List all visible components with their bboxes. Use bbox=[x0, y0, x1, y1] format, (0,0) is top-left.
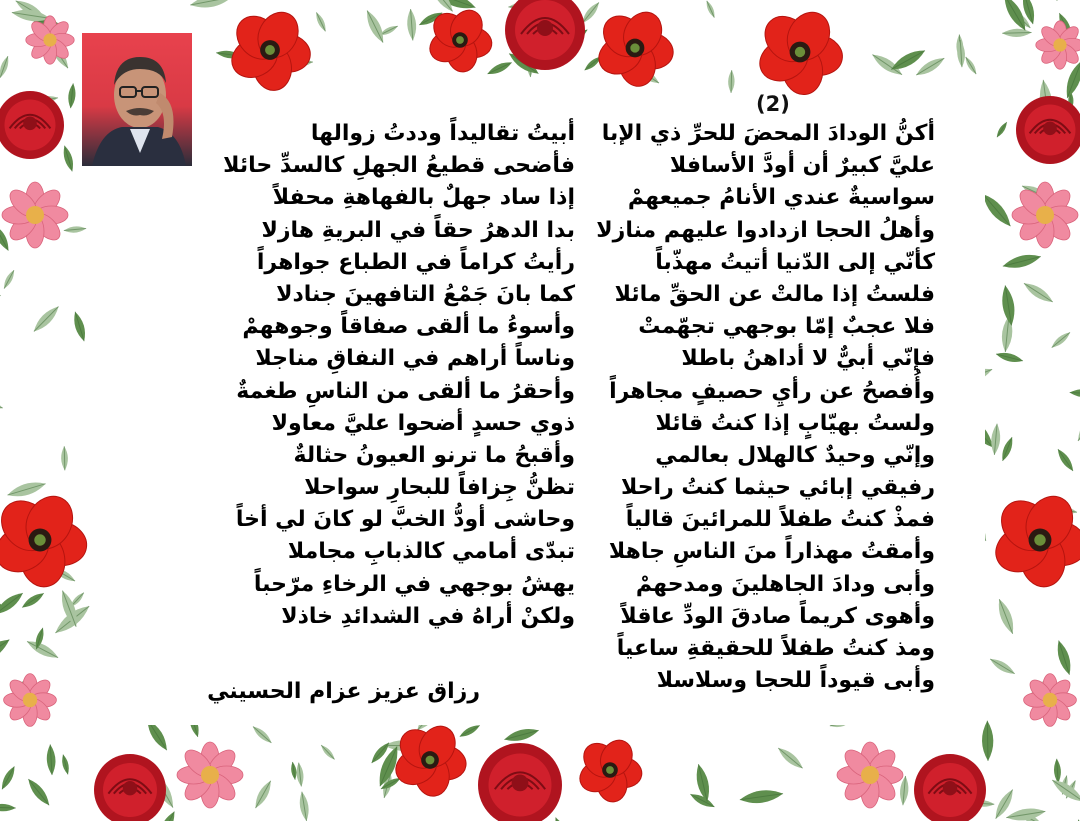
pink-flower-icon bbox=[177, 742, 243, 808]
poem-line: ولكنْ أراهُ في الشدائدِ خاذلا bbox=[281, 603, 575, 629]
leaf-icon bbox=[982, 720, 994, 761]
leaf-icon bbox=[319, 743, 336, 761]
leaf-icon bbox=[995, 121, 1009, 139]
page-number: (2) bbox=[756, 92, 790, 116]
leaf-icon bbox=[2, 269, 17, 290]
leaf-icon bbox=[1001, 251, 1042, 271]
leaf-icon bbox=[728, 70, 735, 93]
leaf-icon bbox=[0, 803, 16, 811]
leaf-icon bbox=[314, 11, 328, 33]
leaf-icon bbox=[0, 635, 13, 669]
leaf-icon bbox=[67, 83, 77, 109]
poem-line: رفيقي إبائي حيثما كنتُ راحلا bbox=[620, 475, 935, 501]
leaf-icon bbox=[1053, 759, 1061, 784]
leaf-icon bbox=[363, 8, 388, 45]
poem-line: فمذْ كنتُ طفلاً للمرائينَ قالياً bbox=[625, 507, 935, 533]
poem-line: فأضحى قطيعُ الجهلِ كالسدِّ حائلا bbox=[223, 153, 575, 179]
leaf-icon bbox=[252, 779, 275, 811]
poem-line: وأهوى كريماً صادقَ الودِّ عاقلاً bbox=[620, 603, 935, 629]
leaf-icon bbox=[71, 310, 88, 342]
poem-line: أبيتُ تقاليداً وددتُ زوالها bbox=[310, 121, 575, 146]
poem-line: وأسوءُ ما ألقى صفاقاً وجوههمْ bbox=[242, 314, 575, 340]
leaf-icon bbox=[25, 637, 61, 662]
leaf-icon bbox=[503, 726, 540, 745]
leaf-icon bbox=[60, 754, 70, 775]
pink-flower-icon bbox=[4, 674, 57, 727]
leaf-icon bbox=[189, 0, 233, 11]
poem-line: كأنّي إلى الدّنيا أتيتُ مهذّباً bbox=[655, 249, 935, 275]
leaf-icon bbox=[1021, 279, 1055, 306]
leaf-icon bbox=[298, 791, 311, 821]
leaf-icon bbox=[704, 0, 716, 19]
leaf-icon bbox=[1050, 330, 1073, 350]
leaf-icon bbox=[963, 55, 978, 75]
leaf-icon bbox=[20, 590, 46, 610]
poem-line: سواسيةٌ عندي الأنامُ جميعهمْ bbox=[627, 185, 935, 211]
poem-right-column bbox=[596, 118, 935, 697]
leaf-icon bbox=[995, 350, 1024, 364]
leaf-icon bbox=[0, 589, 26, 618]
leaf-icon bbox=[46, 744, 56, 775]
poem-line: أكنُّ الودادَ المحضَ للحرِّ ذي الإبا bbox=[601, 121, 935, 146]
poem-line: وأبى ودادَ الجاهلينَ ومدحهمْ bbox=[635, 571, 935, 597]
pink-flower-icon bbox=[1024, 674, 1077, 727]
poem-line: وأقبحُ ما ترنو العيونُ حثالةٌ bbox=[293, 442, 575, 468]
rose-flower-icon bbox=[94, 754, 166, 821]
leaf-icon bbox=[6, 478, 47, 500]
leaf-icon bbox=[1042, 0, 1060, 2]
pink-flower-icon bbox=[1012, 182, 1078, 248]
poem-line: وناساً أراهم في النفاقِ مناجلا bbox=[255, 346, 575, 372]
poppy-flower-icon bbox=[225, 5, 313, 93]
rose-flower-icon bbox=[478, 743, 562, 821]
leaf-icon bbox=[0, 765, 18, 792]
leaf-icon bbox=[1054, 639, 1074, 676]
author-portrait bbox=[82, 33, 192, 166]
pink-flower-icon bbox=[1036, 21, 1080, 69]
leaf-icon bbox=[1005, 806, 1046, 821]
poem-line: وأهلُ الحجا ازدادوا عليهم منازلا bbox=[596, 217, 935, 243]
poppy-flower-icon bbox=[575, 735, 645, 804]
pink-flower-icon bbox=[26, 16, 74, 64]
poem-line: وأحقرُ ما ألقى من الناسِ طغمةٌ bbox=[236, 378, 575, 404]
leaf-icon bbox=[61, 446, 68, 470]
leaf-icon bbox=[0, 55, 11, 79]
rose-flower-icon bbox=[914, 754, 986, 821]
leaf-icon bbox=[0, 223, 12, 253]
leaf-icon bbox=[775, 745, 805, 772]
poppy-flower-icon bbox=[988, 488, 1080, 590]
poem-line: رأيتُ كراماً في الطباع جواهراً bbox=[256, 249, 575, 275]
leaf-icon bbox=[251, 724, 274, 745]
poem-line: إذا ساد جهلٌ بالفهاهةِ محفلاً bbox=[272, 185, 575, 211]
leaf-icon bbox=[458, 723, 481, 740]
leaf-icon bbox=[486, 59, 513, 77]
pink-flower-icon bbox=[2, 182, 68, 248]
poem-line: وحاشى أودُّ الخبَّ لو كانَ لي أخاً bbox=[235, 507, 575, 533]
poem-line: ولستُ بهيّابٍ إذا كنتُ قائلا bbox=[655, 410, 935, 436]
poem-line: ومذ كنتُ طفلاً للحقيقةِ ساعياً bbox=[616, 636, 935, 661]
leaf-icon bbox=[552, 816, 571, 821]
poppy-flower-icon bbox=[0, 488, 90, 590]
poem-line: فلستُ إذا مالتْ عن الحقِّ مائلا bbox=[614, 281, 935, 307]
leaf-icon bbox=[1073, 405, 1080, 444]
leaf-icon bbox=[0, 395, 4, 412]
poem-line: فإنّي أبيٌّ لا أداهنُ باطلا bbox=[681, 346, 935, 372]
pink-flower-icon bbox=[837, 742, 903, 808]
poem-left-column bbox=[218, 118, 575, 633]
portrait-figure-icon bbox=[82, 33, 192, 166]
poem-line: تظنُّ جِزافاً للبحارِ سواحلا bbox=[304, 475, 575, 501]
poppy-flower-icon bbox=[753, 5, 846, 97]
leaf-icon bbox=[0, 291, 2, 312]
leaf-icon bbox=[64, 225, 87, 233]
rose-flower-icon bbox=[0, 91, 64, 159]
leaf-icon bbox=[1069, 388, 1080, 398]
leaf-icon bbox=[1002, 28, 1032, 37]
poem-line: تبدّى أمامي كالذبابِ مجاملا bbox=[287, 539, 575, 565]
poem-line: عليَّ كبيرٌ أن أودَّ الأسافلا bbox=[669, 153, 935, 179]
leaf-icon bbox=[295, 762, 304, 787]
leaf-icon bbox=[994, 597, 1017, 635]
leaf-icon bbox=[406, 9, 417, 41]
rose-flower-icon bbox=[1016, 96, 1080, 164]
leaf-icon bbox=[25, 776, 53, 808]
poem-line: وأُفصحُ عن رأيِ حصيفٍ مجاهراً bbox=[609, 378, 935, 404]
leaf-icon bbox=[990, 423, 1001, 455]
poem-line: يهشُ بوجهي في الرخاءِ مرّحباً bbox=[253, 571, 575, 597]
poem-line: بدا الدهرُ حقاً في البريةِ هازلا bbox=[261, 217, 575, 243]
poppy-flower-icon bbox=[390, 720, 469, 798]
poem-line: كما بانَ جَمْعُ التافهينَ جنادلا bbox=[276, 281, 575, 307]
poem-line: وأمقتُ مهذاراً منَ الناسِ جاهلا bbox=[608, 539, 935, 565]
poem-line: ذوي حسدٍ أضحوا عليَّ معاولا bbox=[271, 410, 575, 436]
leaf-icon bbox=[739, 788, 784, 806]
poppy-flower-icon bbox=[592, 6, 676, 89]
poem-line: وأبى قيوداً للحجا وسلاسلا bbox=[656, 668, 935, 694]
poem-line: فلا عجبٌ إمّا بوجهي تجهّمتْ bbox=[638, 314, 935, 340]
leaf-icon bbox=[1000, 284, 1018, 326]
leaf-icon bbox=[999, 436, 1015, 463]
leaf-icon bbox=[290, 762, 298, 781]
author-signature: رزاق عزيز عزام الحسيني bbox=[207, 679, 480, 704]
leaf-icon bbox=[30, 303, 62, 335]
leaf-icon bbox=[1055, 447, 1076, 473]
poem-line: وإنّي وحيدٌ كالهلال بعالمي bbox=[655, 442, 935, 468]
leaf-icon bbox=[61, 145, 76, 173]
leaf-icon bbox=[988, 656, 1017, 678]
